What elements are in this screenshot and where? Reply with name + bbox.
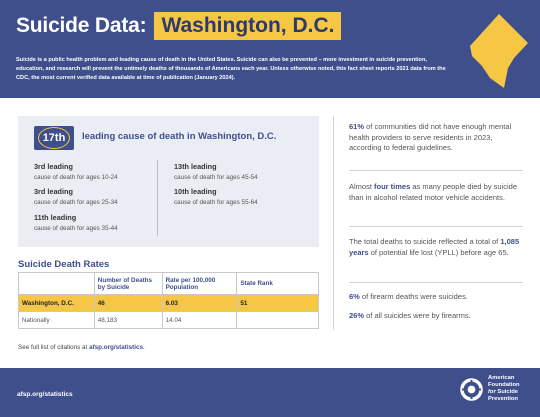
stat-text: of communities did not have enough mental health providers to serve residents in 2023, according to federal guidelines. — [349, 122, 512, 152]
stat-bold: 26% — [349, 311, 365, 320]
lifesaver-icon — [460, 378, 483, 401]
title-place: Washington, D.C. — [154, 12, 341, 40]
stat-ypll — [349, 237, 523, 258]
rank-item-sub: cause of death for ages 25-34 — [34, 199, 118, 206]
logo-line: Foundation — [488, 382, 520, 388]
stat-divider — [349, 282, 523, 283]
rank-item-label: 3rd leading — [34, 162, 73, 171]
rank-item-sub: cause of death for ages 35-44 — [34, 225, 118, 232]
intro-text: Suicide is a public health problem and leading cause of death in the United States. Suicide can also be prevented – more investment in suicide prevention, education, and research will prevent the untimely deaths of thousands of Americans each year. Unless otherwise noted, this fact sheet reports 2021 data from the CDC, the most current verified data available at time of publication (January 2024). — [16, 57, 446, 81]
rank-item-sub: cause of death for ages 55-64 — [174, 199, 258, 206]
column-header: State Rank — [237, 273, 319, 295]
rank-item-label: 13th leading — [174, 162, 217, 171]
stat-firearm-deaths — [349, 292, 523, 303]
logo-text — [488, 375, 520, 403]
stat-bold: 61% — [349, 122, 365, 131]
row-deaths: 46 — [94, 295, 162, 312]
rank-item — [34, 213, 118, 232]
rank-item-sub: cause of death for ages 10-24 — [34, 174, 118, 181]
stat-text: Almost — [349, 182, 375, 191]
rank-divider — [157, 160, 158, 236]
rank-item-label: 11th leading — [34, 213, 77, 222]
logo-line-italic: for — [488, 389, 496, 395]
stat-text: of potential life lost (YPLL) before age 65. — [368, 247, 509, 257]
table-row — [19, 312, 319, 329]
stat-bold: 1,085 years — [349, 237, 520, 257]
header-banner — [0, 0, 540, 98]
column-header: Rate per 100,000 Population — [162, 273, 237, 295]
logo-line: Prevention — [488, 396, 518, 402]
page-title — [16, 12, 341, 40]
logo-line — [488, 389, 520, 396]
citation-suffix: . — [142, 344, 145, 351]
footer-link[interactable]: afsp.org/statistics — [17, 391, 73, 398]
citation-prefix: See full list of citations at — [18, 344, 90, 351]
rank-item — [34, 162, 118, 181]
stat-text: as many people died by suicide than in alcohol related motor vehicle accidents. — [349, 182, 518, 202]
column-header — [19, 273, 95, 295]
stat-alcohol — [349, 182, 523, 203]
rank-badge — [34, 126, 74, 150]
row-rank — [237, 312, 319, 329]
title-main: Suicide Data: — [16, 14, 147, 37]
column-divider — [333, 116, 334, 330]
rank-item-sub: cause of death for ages 45-54 — [174, 174, 258, 181]
logo-line-part: Suicide — [497, 389, 518, 395]
stat-text: of firearm deaths were suicides. — [359, 292, 468, 301]
stat-divider — [349, 226, 523, 227]
rank-badge-text: 17th — [42, 132, 66, 144]
stat-bold: four times — [374, 182, 411, 191]
rank-item-label: 3rd leading — [34, 187, 73, 196]
footer-banner — [0, 368, 540, 417]
rank-item — [174, 187, 258, 206]
row-rate: 6.03 — [162, 295, 237, 312]
stat-divider — [349, 170, 523, 171]
citation-link[interactable]: afsp.org/statistics — [89, 344, 143, 351]
afsp-logo — [460, 375, 520, 403]
rates-table — [18, 272, 319, 329]
citation-note — [18, 344, 145, 351]
rates-title: Suicide Death Rates — [18, 259, 110, 270]
dc-map-icon — [468, 12, 530, 90]
rank-headline: leading cause of death in Washington, D.C. — [82, 131, 277, 142]
stat-firearm-suicides — [349, 311, 523, 322]
row-rate: 14.04 — [162, 312, 237, 329]
rank-item — [34, 187, 118, 206]
row-name: Nationally — [19, 312, 95, 329]
column-header: Number of Deaths by Suicide — [94, 273, 162, 295]
table-row — [19, 295, 319, 312]
row-deaths: 48,183 — [94, 312, 162, 329]
rank-item — [174, 162, 258, 181]
stat-text: of all suicides were by firearms. — [364, 311, 471, 320]
stat-text: The total deaths to suicide reflected a total of — [349, 237, 501, 246]
table-header-row — [19, 273, 319, 295]
logo-line: American — [488, 375, 515, 381]
row-rank: 51 — [237, 295, 319, 312]
rank-item-label: 10th leading — [174, 187, 217, 196]
stat-bold: 6% — [349, 292, 360, 301]
stat-providers — [349, 122, 523, 154]
leading-cause-panel — [18, 116, 319, 247]
row-name: Washington, D.C. — [19, 295, 95, 312]
